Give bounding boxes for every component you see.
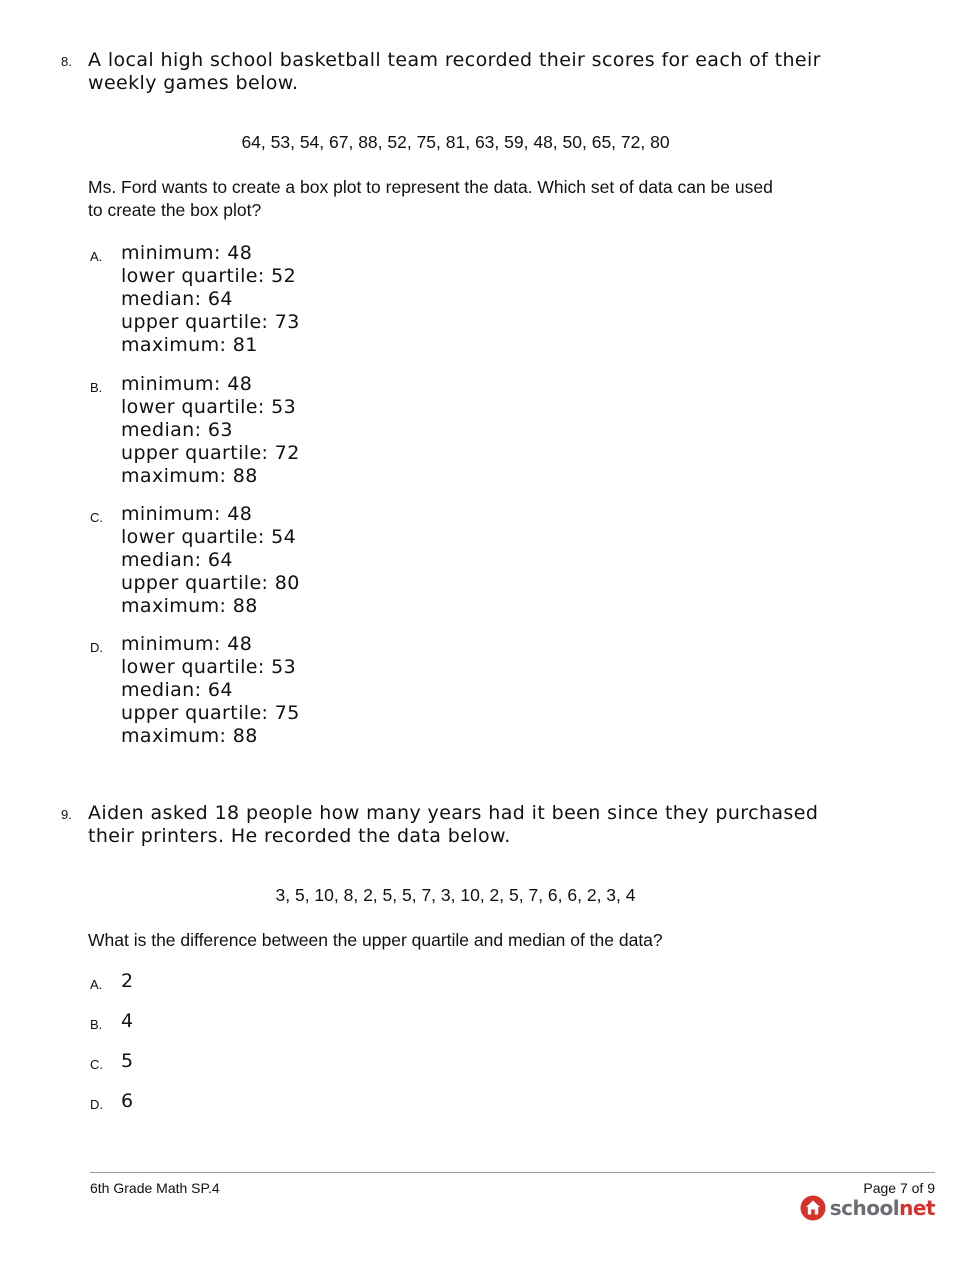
choice-text	[121, 1010, 481, 1033]
choice-letter: D.	[90, 1097, 103, 1112]
question-prompt	[88, 929, 828, 952]
prompt-line: to create the box plot?	[88, 200, 262, 220]
choice-line: maximum: 88	[121, 465, 258, 487]
choice-text	[121, 503, 481, 618]
choice-line: 2	[121, 970, 134, 992]
choice-line: upper quartile: 72	[121, 442, 300, 464]
choice-letter: D.	[90, 640, 103, 655]
choice-text	[121, 1050, 481, 1073]
schoolnet-logo	[800, 1194, 935, 1222]
choice-line: minimum: 48	[121, 373, 253, 395]
house-icon	[800, 1195, 826, 1221]
choice-line: 4	[121, 1010, 134, 1032]
choice-line: median: 64	[121, 288, 233, 310]
question-number: 8.	[61, 54, 72, 69]
choice-letter: A.	[90, 977, 103, 992]
choice-line: 5	[121, 1050, 134, 1072]
prompt-line: What is the difference between the upper quartile and median of the data?	[88, 930, 663, 950]
data-set: 3, 5, 10, 8, 2, 5, 5, 7, 3, 10, 2, 5, 7, 6, 6, 2, 3, 4	[275, 885, 636, 905]
choice-text	[121, 242, 481, 357]
choice-line: upper quartile: 73	[121, 311, 300, 333]
choice-text	[121, 1090, 481, 1113]
question-prompt	[88, 176, 828, 222]
question-text	[88, 802, 848, 848]
choice-letter: B.	[90, 1017, 103, 1032]
choice-text	[121, 633, 481, 748]
logo-wordmark	[830, 1196, 935, 1220]
prompt-line: Ms. Ford wants to create a box plot to represent the data. Which set of data can be used	[88, 177, 773, 197]
question-text-line: their printers. He recorded the data below.	[88, 825, 511, 847]
question-text-line: weekly games below.	[88, 72, 299, 94]
choice-line: minimum: 48	[121, 503, 253, 525]
choice-line: lower quartile: 53	[121, 396, 297, 418]
choice-line: median: 64	[121, 679, 233, 701]
footer-page-number: Page 7 of 9	[863, 1180, 935, 1196]
choice-letter: B.	[90, 380, 103, 395]
choice-line: median: 64	[121, 549, 233, 571]
choice-line: maximum: 88	[121, 595, 258, 617]
footer-divider	[90, 1172, 935, 1173]
logo-wordmark-net: net	[899, 1196, 935, 1220]
choice-line: upper quartile: 75	[121, 702, 300, 724]
choice-line: lower quartile: 54	[121, 526, 297, 548]
choice-line: minimum: 48	[121, 242, 253, 264]
choice-letter: C.	[90, 510, 103, 525]
choice-line: 6	[121, 1090, 134, 1112]
choice-text	[121, 373, 481, 488]
choice-line: median: 63	[121, 419, 233, 441]
choice-line: upper quartile: 80	[121, 572, 300, 594]
choice-line: lower quartile: 52	[121, 265, 297, 287]
footer-course-title: 6th Grade Math SP.4	[90, 1180, 220, 1196]
choice-line: lower quartile: 53	[121, 656, 297, 678]
choice-line: minimum: 48	[121, 633, 253, 655]
question-text-line: Aiden asked 18 people how many years had it been since they purchased	[88, 802, 819, 824]
choice-letter: A.	[90, 249, 103, 264]
question-text-line: A local high school basketball team recorded their scores for each of their	[88, 49, 821, 71]
choice-letter: C.	[90, 1057, 103, 1072]
choice-line: maximum: 81	[121, 334, 258, 356]
logo-wordmark-school: school	[829, 1196, 900, 1220]
question-number: 9.	[61, 807, 72, 822]
choice-line: maximum: 88	[121, 725, 258, 747]
choice-text	[121, 970, 481, 993]
question-text	[88, 49, 848, 95]
data-set: 64, 53, 54, 67, 88, 52, 75, 81, 63, 59, 48, 50, 65, 72, 80	[241, 132, 670, 152]
